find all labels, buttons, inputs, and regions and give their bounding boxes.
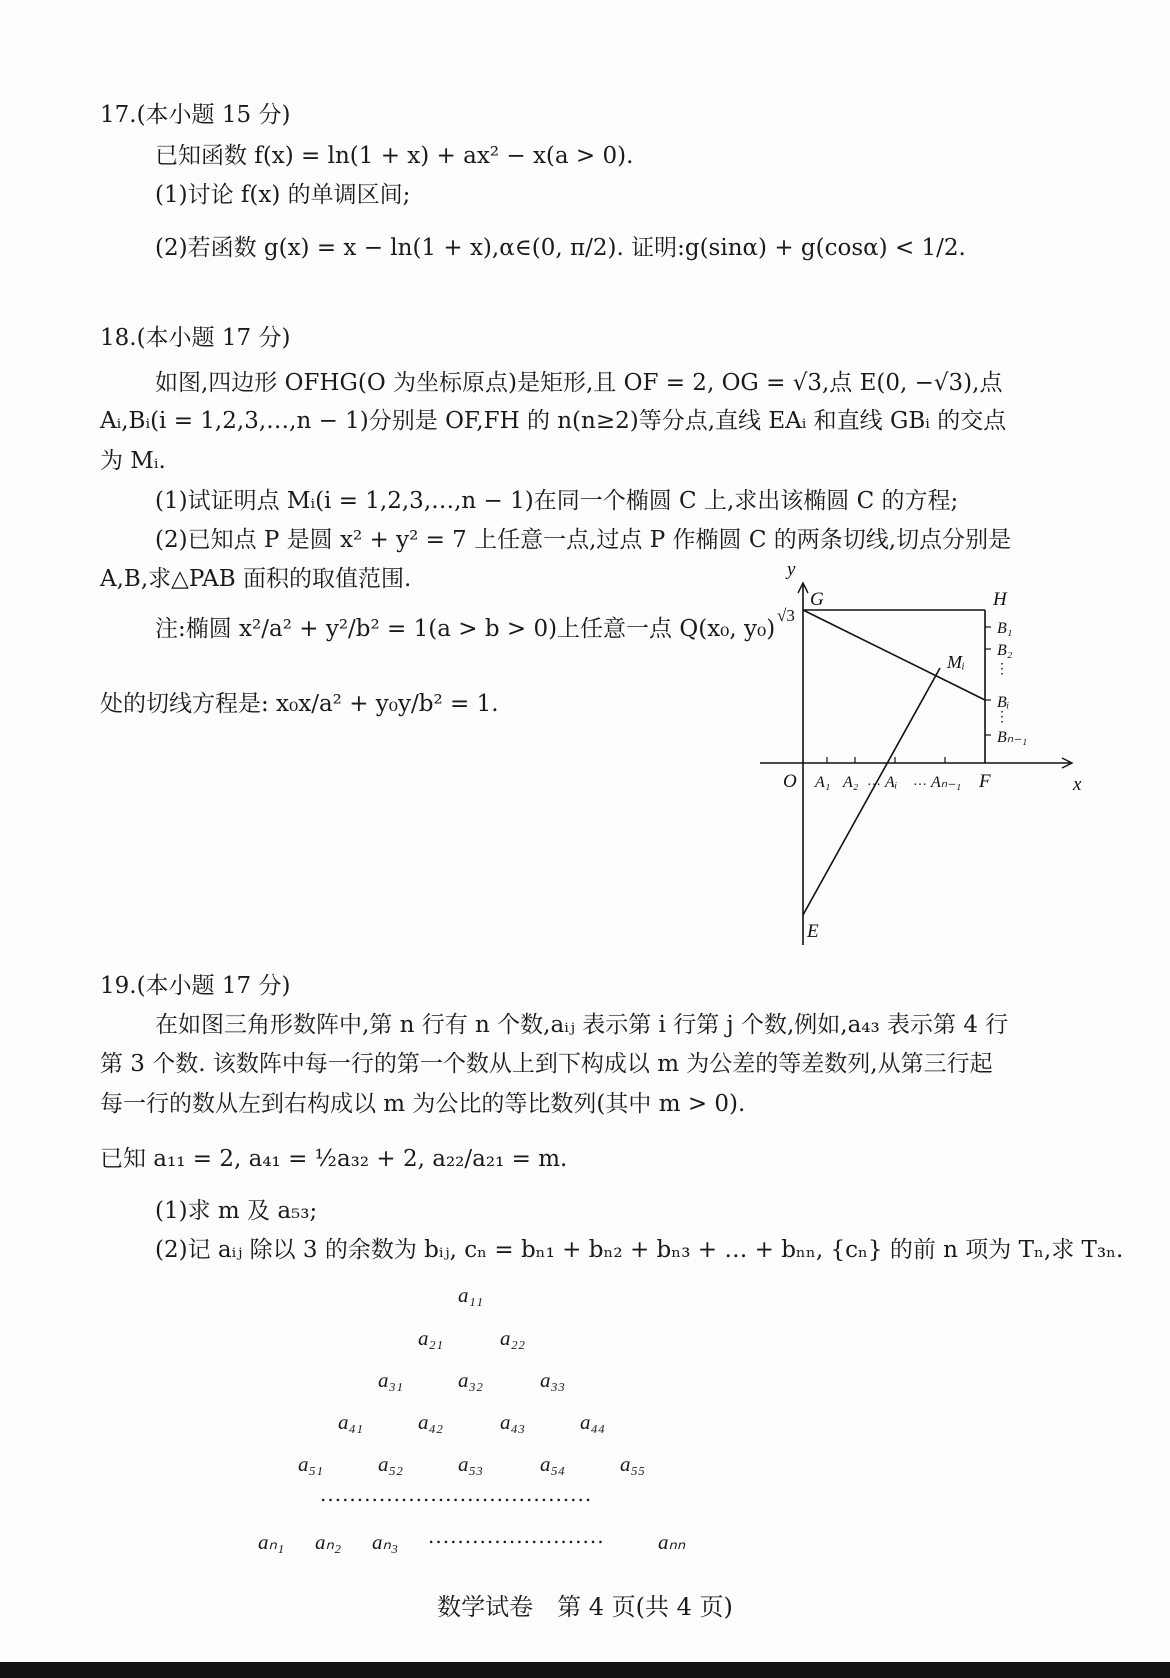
q19-stem-line3: 每一行的数从左到右构成以 m 为公比的等比数列(其中 m > 0).	[100, 1091, 746, 1117]
tri-a44: a₄₄	[580, 1410, 606, 1434]
tri-a54: a₅₄	[540, 1452, 566, 1476]
label-B1: B₁	[997, 620, 1013, 637]
tri-a31: a₃₁	[378, 1368, 404, 1392]
label-F: F	[979, 771, 991, 792]
tri-dots-row: .....................................	[320, 1482, 593, 1506]
label-An1: Aₙ₋₁	[931, 774, 962, 791]
q18-part2-line1: (2)已知点 P 是圆 x² + y² = 7 上任意一点,过点 P 作椭圆 C 的两条切线,切点分别是	[155, 527, 1012, 553]
label-Ai: Aᵢ	[885, 774, 898, 791]
q19-title: 19.(本小题 17 分)	[100, 973, 291, 999]
label-G: G	[810, 589, 824, 610]
page-footer: 数学试卷 第 4 页(共 4 页)	[437, 1593, 733, 1621]
dots-FH-upper: ⋮	[995, 661, 1009, 677]
tri-a33: a₃₃	[540, 1368, 566, 1392]
q18-stem-line3: 为 Mᵢ.	[100, 448, 166, 474]
tri-an2: aₙ₂	[315, 1530, 342, 1554]
line-E-Mi	[803, 668, 940, 915]
label-dots-axis1: …	[867, 774, 881, 789]
label-Bn1: Bₙ₋₁	[997, 729, 1028, 746]
bottom-edge-bar	[0, 1662, 1170, 1678]
tri-a55: a₅₅	[620, 1452, 646, 1476]
label-E: E	[807, 921, 819, 942]
q18-note-line2: 处的切线方程是: x₀x/a² + y₀y/b² = 1.	[100, 691, 499, 717]
q19-given: 已知 a₁₁ = 2, a₄₁ = ½a₃₂ + 2, a₂₂/a₂₁ = m.	[100, 1146, 568, 1172]
tri-an3: aₙ₃	[372, 1530, 399, 1554]
q19-part2: (2)记 aᵢⱼ 除以 3 的余数为 bᵢⱼ, cₙ = bₙ₁ + bₙ₂ + bₙ₃ + … + bₙₙ, {cₙ} 的前 n 项为 Tₙ,求 T₃ₙ.	[155, 1237, 1124, 1263]
q17-part2: (2)若函数 g(x) = x − ln(1 + x),α∈(0, π/2). 证明:g(sinα) + g(cosα) < 1/2.	[155, 235, 966, 261]
q18-coordinate-diagram	[755, 559, 1085, 945]
q18-stem-line2: Aᵢ,Bᵢ(i = 1,2,3,…,n − 1)分别是 OF,FH 的 n(n≥2)等分点,直线 EAᵢ 和直线 GBᵢ 的交点	[100, 408, 1007, 434]
tri-a53: a₅₃	[458, 1452, 484, 1476]
tri-last-dots: ........................	[428, 1524, 605, 1548]
label-B2: B₂	[997, 642, 1013, 659]
label-A1: A₁	[815, 774, 831, 791]
tri-a43: a₄₃	[500, 1410, 526, 1434]
label-O: O	[783, 771, 797, 792]
label-x: x	[1073, 774, 1082, 795]
label-Mi: Mᵢ	[947, 652, 965, 672]
tri-a11: a₁₁	[458, 1283, 484, 1307]
dots-FH-lower: ⋮	[995, 709, 1009, 725]
tri-a42: a₄₂	[418, 1410, 444, 1434]
q18-stem-line1: 如图,四边形 OFHG(O 为坐标原点)是矩形,且 OF = 2, OG = √3,点 E(0, −√3),点	[155, 370, 1003, 396]
label-A2: A₂	[843, 774, 859, 791]
tri-a52: a₅₂	[378, 1452, 404, 1476]
q19-stem-line2: 第 3 个数. 该数阵中每一行的第一个数从上到下构成以 m 为公差的等差数列,从第三行起	[100, 1051, 993, 1077]
q18-note-line1: 注:椭圆 x²/a² + y²/b² = 1(a > b > 0)上任意一点 Q(x₀, y₀)	[155, 616, 776, 642]
q17-stem: 已知函数 f(x) = ln(1 + x) + ax² − x(a > 0).	[155, 143, 634, 169]
tri-a21: a₂₁	[418, 1326, 444, 1350]
diagram-svg	[755, 559, 1085, 945]
q18-part1: (1)试证明点 Mᵢ(i = 1,2,3,…,n − 1)在同一个椭圆 C 上,求出该椭圆 C 的方程;	[155, 488, 959, 514]
tri-ann: aₙₙ	[658, 1530, 686, 1554]
q18-part2-line2: A,B,求△PAB 面积的取值范围.	[100, 566, 412, 592]
label-Bi: Bᵢ	[997, 694, 1010, 711]
tri-a22: a₂₂	[500, 1326, 526, 1350]
q17-part1: (1)讨论 f(x) 的单调区间;	[155, 182, 411, 208]
tri-a51: a₅₁	[298, 1452, 324, 1476]
q19-stem-line1: 在如图三角形数阵中,第 n 行有 n 个数,aᵢⱼ 表示第 i 行第 j 个数,例如,a₄₃ 表示第 4 行	[155, 1012, 1009, 1038]
q19-part1: (1)求 m 及 a₅₃;	[155, 1198, 318, 1224]
label-sqrt3: √3	[777, 606, 795, 625]
label-dots-axis2: …	[913, 774, 927, 789]
tri-a41: a₄₁	[338, 1410, 364, 1434]
tri-an1: aₙ₁	[258, 1530, 285, 1554]
q18-title: 18.(本小题 17 分)	[100, 325, 291, 351]
label-y: y	[787, 559, 796, 580]
label-H: H	[993, 589, 1007, 610]
q17-title: 17.(本小题 15 分)	[100, 102, 291, 128]
tri-a32: a₃₂	[458, 1368, 484, 1392]
